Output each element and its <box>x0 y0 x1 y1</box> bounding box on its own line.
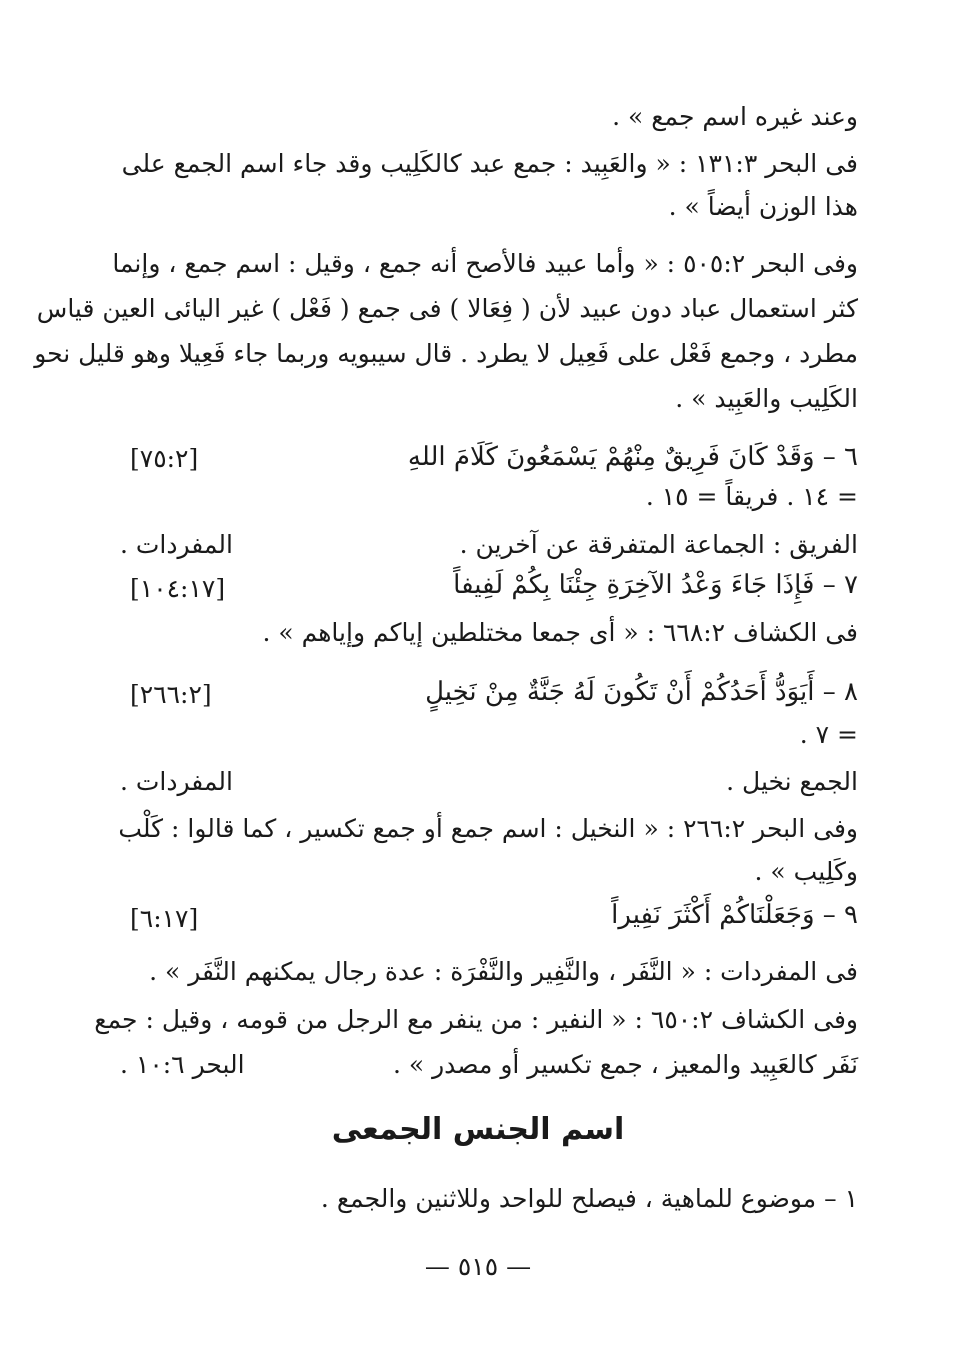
text-line: وكَلِيب » . <box>754 857 858 886</box>
verse-reference: [٢٦٦:٢] <box>130 680 212 709</box>
verse-line: ٨ – أَيَوَدُّ أَحَدُكُمْ أَنْ تَكُونَ لَهُ جَنَّةٌ مِنْ نَخِيلٍ <box>425 677 858 707</box>
verse-reference: [٧٥:٢] <box>130 444 199 473</box>
text-line: فى الكشاف ٦٦٨:٢ : « أى جمعا مختلطين إياكم وإياهم » . <box>262 618 858 647</box>
text-line: نَفَر كالعَبِيد والمعيز ، جمع تكسير أو مصدر » . <box>392 1050 858 1079</box>
text-line: وعند غيره اسم جمع » . <box>612 102 858 131</box>
text-line: = ٧ . <box>799 720 858 749</box>
text-line: مطرد ، وجمع فَعْل على فَعِيل لا يطرد . قال سيبويه وربما جاء فَعِيلا وهو قليل نحو <box>34 339 858 368</box>
text-line: وفى البحر ٥٠٥:٢ : « وأما عبيد فالأصح أنه جمع ، وقيل : اسم جمع ، وإنما <box>112 249 858 278</box>
text-line: وفى الكشاف ٦٥٠:٢ : « النفير : من ينفر مع الرجل من قومه ، وقيل : جمع <box>94 1005 858 1034</box>
verse-line: ٧ – فَإِذَا جَاءَ وَعْدُ الآخِرَةِ جِئْنَا بِكُمْ لَفِيفاً <box>453 570 858 600</box>
verse-line: ٩ – وَجَعَلْنَاكُمْ أَكْثَرَ نَفِيراً <box>611 900 858 930</box>
text-line: فى البحر ١٣١:٣ : « والعَبِيد : جمع عبد كالكَلِيب وقد جاء اسم الجمع على <box>121 149 858 178</box>
source-note: المفردات . <box>120 530 233 559</box>
text-line: وفى البحر ٢٦٦:٢ : « النخيل : اسم جمع أو جمع تكسير ، كما قالوا : كَلْب <box>118 814 858 843</box>
source-note: البحر ١٠:٦ . <box>120 1050 245 1079</box>
text-line: الكَلِيب والعَبِيد » . <box>675 384 858 413</box>
text-line: هذا الوزن أيضاً » . <box>668 192 858 221</box>
verse-reference: [١٠٤:١٧] <box>130 574 226 603</box>
verse-reference: [٦:١٧] <box>130 904 199 933</box>
text-line: كثر استعمال عباد دون عبيد لأن ( فِعَالا ) فى جمع ( فَعْل ) غير اليائى العين قياس <box>36 294 858 323</box>
source-note: المفردات . <box>120 767 233 796</box>
verse-line: ٦ – وَقَدْ كَانَ فَرِيقٌ مِنْهُمْ يَسْمَعُونَ كَلَامَ اللهِ <box>407 442 858 472</box>
text-line: الفريق : الجماعة المتفرقة عن آخرين . <box>459 530 858 559</box>
text-line: فى المفردات : « النَّفَر ، والنَّفِير والنَّفْرَة : عدة رجال يمكنهم النَّفَر » . <box>149 957 858 986</box>
page-number: — ٥١٥ — <box>424 1252 532 1281</box>
text-line: الجمع نخيل . <box>726 767 858 796</box>
section-heading: اسم الجنس الجمعى <box>331 1112 625 1147</box>
text-line: = ١٤ . فريقاً = ١٥ . <box>645 482 858 511</box>
text-line: ١ – موضوع للماهية ، فيصلح للواحد وللاثنين والجمع . <box>320 1184 858 1213</box>
